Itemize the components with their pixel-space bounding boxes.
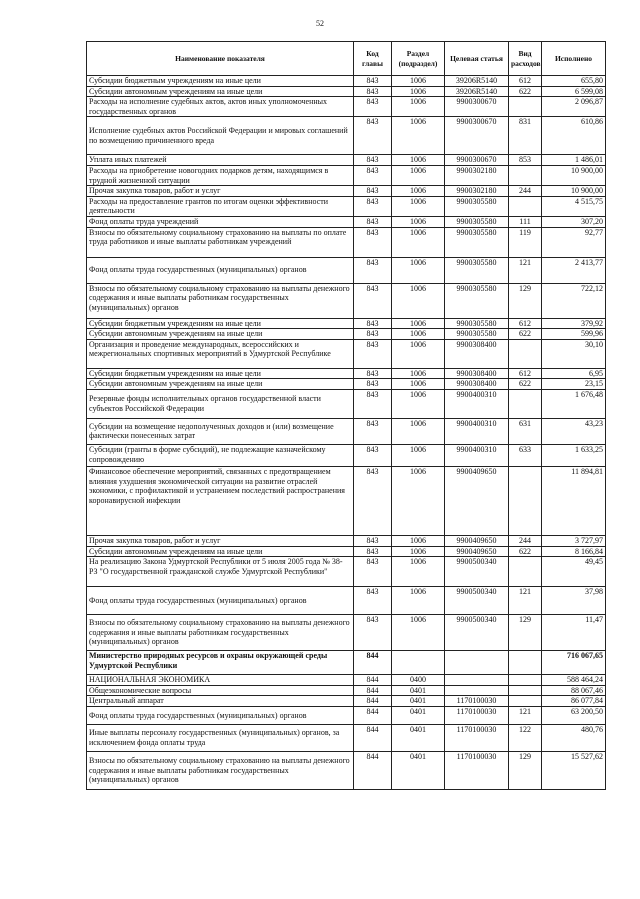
- row-section-cell: 1006: [392, 257, 445, 283]
- row-amount-cell: 599,96: [542, 329, 606, 340]
- row-expense-type-cell: [509, 466, 542, 535]
- row-section-cell: 1006: [392, 557, 445, 587]
- row-name-cell: Субсидии автономным учреждениям на иные цели: [87, 379, 354, 390]
- row-amount-cell: 379,92: [542, 318, 606, 329]
- row-chapter-cell: 843: [354, 466, 392, 535]
- row-expense-type-cell: [509, 339, 542, 368]
- row-target-cell: 9900409650: [445, 546, 509, 557]
- row-target-cell: 1170100030: [445, 706, 509, 724]
- row-amount-cell: 11,47: [542, 615, 606, 651]
- row-section-cell: 0400: [392, 675, 445, 686]
- row-section-cell: 1006: [392, 339, 445, 368]
- table-row: [87, 216, 606, 227]
- row-section-cell: 0401: [392, 685, 445, 696]
- row-expense-type-cell: [509, 696, 542, 707]
- table-row: [87, 76, 606, 87]
- row-name-cell: Субсидии (гранты в форме субсидий), не подлежащие казначейскому сопровождению: [87, 444, 354, 466]
- row-name-cell: На реализацию Закона Удмуртской Республики от 5 июля 2005 года № 38-РЗ "О государственной гражданской службе Удмуртской Республики": [87, 557, 354, 587]
- row-section-cell: 1006: [392, 186, 445, 197]
- table-row: [87, 418, 606, 444]
- row-section-cell: 1006: [392, 389, 445, 418]
- row-section-cell: 1006: [392, 379, 445, 390]
- row-amount-cell: 655,80: [542, 76, 606, 87]
- row-name-cell: Прочая закупка товаров, работ и услуг: [87, 186, 354, 197]
- row-amount-cell: 307,20: [542, 216, 606, 227]
- row-name-cell: Исполнение судебных актов Российской Федерации и мировых соглашений по возмещению причиненного вреда: [87, 117, 354, 155]
- table-row: [87, 329, 606, 340]
- header-name: Наименование показателя: [87, 42, 354, 76]
- row-amount-cell: 610,86: [542, 117, 606, 155]
- row-target-cell: 9900500340: [445, 615, 509, 651]
- row-name-cell: Взносы по обязательному социальному страхованию на выплаты денежного содержания и иные выплаты работникам государственных (муниципальных) органов: [87, 615, 354, 651]
- row-name-cell: Взносы по обязательному социальному страхованию на выплаты денежного содержания и иные выплаты работникам государственных (муниципальных) органов: [87, 751, 354, 789]
- header-expense-type: Вид расходов: [509, 42, 542, 76]
- row-chapter-cell: 844: [354, 651, 392, 675]
- row-section-cell: 1006: [392, 76, 445, 87]
- row-name-cell: Общеэкономические вопросы: [87, 685, 354, 696]
- row-chapter-cell: 843: [354, 117, 392, 155]
- row-target-cell: 1170100030: [445, 696, 509, 707]
- row-amount-cell: 1 633,25: [542, 444, 606, 466]
- table-row: [87, 283, 606, 318]
- row-expense-type-cell: [509, 675, 542, 686]
- row-expense-type-cell: 612: [509, 76, 542, 87]
- row-chapter-cell: 843: [354, 339, 392, 368]
- row-target-cell: [445, 685, 509, 696]
- row-amount-cell: 23,15: [542, 379, 606, 390]
- row-expense-type-cell: [509, 97, 542, 117]
- table-row: [87, 557, 606, 587]
- row-target-cell: 9900305580: [445, 196, 509, 216]
- table-row: [87, 186, 606, 197]
- row-expense-type-cell: 121: [509, 706, 542, 724]
- row-chapter-cell: 843: [354, 535, 392, 546]
- row-name-cell: Фонд оплаты труда государственных (муниципальных) органов: [87, 257, 354, 283]
- row-chapter-cell: 843: [354, 196, 392, 216]
- row-amount-cell: 10 900,00: [542, 165, 606, 185]
- row-section-cell: 0401: [392, 696, 445, 707]
- row-target-cell: 9900305580: [445, 318, 509, 329]
- row-amount-cell: 30,10: [542, 339, 606, 368]
- row-section-cell: 1006: [392, 546, 445, 557]
- row-target-cell: 39206R5140: [445, 76, 509, 87]
- row-expense-type-cell: [509, 165, 542, 185]
- row-amount-cell: 480,76: [542, 724, 606, 751]
- row-expense-type-cell: 129: [509, 615, 542, 651]
- row-section-cell: 1006: [392, 165, 445, 185]
- row-chapter-cell: 843: [354, 379, 392, 390]
- row-chapter-cell: 843: [354, 444, 392, 466]
- row-section-cell: [392, 651, 445, 675]
- table-row: [87, 97, 606, 117]
- row-expense-type-cell: [509, 389, 542, 418]
- row-name-cell: Прочая закупка товаров, работ и услуг: [87, 535, 354, 546]
- row-section-cell: 1006: [392, 216, 445, 227]
- row-chapter-cell: 843: [354, 318, 392, 329]
- row-amount-cell: 6 599,08: [542, 86, 606, 97]
- row-expense-type-cell: [509, 651, 542, 675]
- row-section-cell: 1006: [392, 418, 445, 444]
- row-expense-type-cell: 622: [509, 379, 542, 390]
- row-expense-type-cell: 612: [509, 368, 542, 379]
- row-expense-type-cell: [509, 196, 542, 216]
- row-name-cell: Расходы на предоставление грантов по итогам оценки эффективности деятельности: [87, 196, 354, 216]
- row-name-cell: Фонд оплаты труда государственных (муниципальных) органов: [87, 706, 354, 724]
- row-chapter-cell: 844: [354, 706, 392, 724]
- row-amount-cell: 49,45: [542, 557, 606, 587]
- row-target-cell: 9900302180: [445, 186, 509, 197]
- row-amount-cell: 588 464,24: [542, 675, 606, 686]
- table-row: [87, 389, 606, 418]
- row-expense-type-cell: 111: [509, 216, 542, 227]
- row-chapter-cell: 844: [354, 675, 392, 686]
- row-expense-type-cell: 853: [509, 155, 542, 166]
- row-amount-cell: 8 166,84: [542, 546, 606, 557]
- table-row: [87, 651, 606, 675]
- row-name-cell: Расходы на исполнение судебных актов, актов иных уполномоченных государственных органов: [87, 97, 354, 117]
- row-name-cell: Фонд оплаты труда государственных (муниципальных) органов: [87, 587, 354, 615]
- row-expense-type-cell: 244: [509, 535, 542, 546]
- header-target-article: Целевая статья: [445, 42, 509, 76]
- row-section-cell: 1006: [392, 318, 445, 329]
- row-name-cell: Субсидии бюджетным учреждениям на иные цели: [87, 368, 354, 379]
- table-row: [87, 196, 606, 216]
- table-row: [87, 685, 606, 696]
- row-section-cell: 1006: [392, 86, 445, 97]
- table-row: [87, 724, 606, 751]
- row-section-cell: 1006: [392, 155, 445, 166]
- row-amount-cell: 63 200,50: [542, 706, 606, 724]
- row-amount-cell: 86 077,84: [542, 696, 606, 707]
- row-name-cell: Субсидии на возмещение недополученных доходов и (или) возмещение фактически понесенных затрат: [87, 418, 354, 444]
- row-expense-type-cell: 129: [509, 751, 542, 789]
- row-name-cell: Субсидии автономным учреждениям на иные цели: [87, 546, 354, 557]
- row-target-cell: [445, 651, 509, 675]
- row-section-cell: 0401: [392, 724, 445, 751]
- row-target-cell: 9900305580: [445, 216, 509, 227]
- row-name-cell: Субсидии автономным учреждениям на иные цели: [87, 329, 354, 340]
- row-name-cell: Центральный аппарат: [87, 696, 354, 707]
- table-row: [87, 615, 606, 651]
- row-name-cell: Иные выплаты персоналу государственных (муниципальных) органов, за исключением фонда оплаты труда: [87, 724, 354, 751]
- row-chapter-cell: 843: [354, 216, 392, 227]
- table-row: [87, 535, 606, 546]
- table-row: [87, 379, 606, 390]
- row-expense-type-cell: 244: [509, 186, 542, 197]
- row-amount-cell: 88 067,46: [542, 685, 606, 696]
- row-name-cell: НАЦИОНАЛЬНАЯ ЭКОНОМИКА: [87, 675, 354, 686]
- row-target-cell: 39206R5140: [445, 86, 509, 97]
- row-name-cell: Министерство природных ресурсов и охраны окружающей среды Удмуртской Республики: [87, 651, 354, 675]
- page-number: 52: [316, 19, 324, 28]
- table-row: [87, 339, 606, 368]
- row-target-cell: 9900409650: [445, 466, 509, 535]
- row-section-cell: 0401: [392, 706, 445, 724]
- row-expense-type-cell: 622: [509, 86, 542, 97]
- row-amount-cell: 3 727,97: [542, 535, 606, 546]
- table-row: [87, 675, 606, 686]
- table-row: [87, 227, 606, 257]
- row-target-cell: 9900305580: [445, 329, 509, 340]
- row-chapter-cell: 843: [354, 76, 392, 87]
- row-chapter-cell: 843: [354, 368, 392, 379]
- row-chapter-cell: 843: [354, 227, 392, 257]
- budget-execution-table: [86, 41, 606, 790]
- row-chapter-cell: 843: [354, 587, 392, 615]
- row-target-cell: 9900305580: [445, 283, 509, 318]
- row-expense-type-cell: 622: [509, 329, 542, 340]
- row-amount-cell: 37,98: [542, 587, 606, 615]
- table-row: [87, 751, 606, 789]
- row-expense-type-cell: 622: [509, 546, 542, 557]
- row-section-cell: 1006: [392, 535, 445, 546]
- row-section-cell: 1006: [392, 283, 445, 318]
- row-section-cell: 1006: [392, 368, 445, 379]
- row-chapter-cell: 844: [354, 751, 392, 789]
- row-target-cell: 9900400310: [445, 444, 509, 466]
- row-target-cell: 9900300670: [445, 117, 509, 155]
- row-section-cell: 1006: [392, 444, 445, 466]
- row-amount-cell: 1 676,48: [542, 389, 606, 418]
- row-expense-type-cell: 119: [509, 227, 542, 257]
- table-row: [87, 155, 606, 166]
- row-target-cell: 1170100030: [445, 724, 509, 751]
- row-amount-cell: 2 413,77: [542, 257, 606, 283]
- row-expense-type-cell: 121: [509, 257, 542, 283]
- row-section-cell: 0401: [392, 751, 445, 789]
- row-amount-cell: 722,12: [542, 283, 606, 318]
- row-chapter-cell: 843: [354, 186, 392, 197]
- row-target-cell: 9900500340: [445, 587, 509, 615]
- row-target-cell: 9900305580: [445, 227, 509, 257]
- row-target-cell: [445, 675, 509, 686]
- row-amount-cell: 4 515,75: [542, 196, 606, 216]
- table-row: [87, 368, 606, 379]
- row-chapter-cell: 843: [354, 418, 392, 444]
- row-chapter-cell: 843: [354, 155, 392, 166]
- row-section-cell: 1006: [392, 97, 445, 117]
- row-section-cell: 1006: [392, 329, 445, 340]
- row-section-cell: 1006: [392, 615, 445, 651]
- row-expense-type-cell: 121: [509, 587, 542, 615]
- row-chapter-cell: 844: [354, 696, 392, 707]
- row-target-cell: 1170100030: [445, 751, 509, 789]
- row-chapter-cell: 843: [354, 165, 392, 185]
- row-name-cell: Организация и проведение международных, всероссийских и межрегиональных спортивных мероприятий в Удмуртской Республике: [87, 339, 354, 368]
- row-name-cell: Расходы на приобретение новогодних подарков детям, находящимся в трудной жизненной ситуации: [87, 165, 354, 185]
- table-row: [87, 117, 606, 155]
- row-target-cell: 9900400310: [445, 418, 509, 444]
- row-chapter-cell: 843: [354, 546, 392, 557]
- row-name-cell: Уплата иных платежей: [87, 155, 354, 166]
- row-section-cell: 1006: [392, 587, 445, 615]
- row-name-cell: Фонд оплаты труда учреждений: [87, 216, 354, 227]
- row-chapter-cell: 843: [354, 615, 392, 651]
- row-expense-type-cell: 633: [509, 444, 542, 466]
- row-name-cell: Финансовое обеспечение мероприятий, связанных с предотвращением влияния ухудшения экономической ситуации на развитие отраслей экономики, с профилактикой и устранением последствий распространения коронавирусной инфекции: [87, 466, 354, 535]
- row-amount-cell: 92,77: [542, 227, 606, 257]
- header-section: Раздел (подраздел): [392, 42, 445, 76]
- row-chapter-cell: 843: [354, 389, 392, 418]
- row-chapter-cell: 843: [354, 86, 392, 97]
- header-executed: Исполнено: [542, 42, 606, 76]
- row-chapter-cell: 844: [354, 724, 392, 751]
- table-row: [87, 257, 606, 283]
- row-expense-type-cell: 831: [509, 117, 542, 155]
- row-expense-type-cell: 612: [509, 318, 542, 329]
- table-header-row: [87, 42, 606, 76]
- row-target-cell: 9900302180: [445, 165, 509, 185]
- table-row: [87, 587, 606, 615]
- row-target-cell: 9900300670: [445, 155, 509, 166]
- row-section-cell: 1006: [392, 466, 445, 535]
- row-chapter-cell: 844: [354, 685, 392, 696]
- row-name-cell: Взносы по обязательному социальному страхованию на выплаты по оплате труда работников и иные выплаты работникам учреждений: [87, 227, 354, 257]
- row-chapter-cell: 843: [354, 257, 392, 283]
- row-target-cell: 9900400310: [445, 389, 509, 418]
- row-target-cell: 9900305580: [445, 257, 509, 283]
- row-amount-cell: 2 096,87: [542, 97, 606, 117]
- row-expense-type-cell: [509, 685, 542, 696]
- row-chapter-cell: 843: [354, 97, 392, 117]
- table-row: [87, 165, 606, 185]
- table-row: [87, 466, 606, 535]
- table-row: [87, 318, 606, 329]
- table-row: [87, 86, 606, 97]
- header-chapter-code: Код главы: [354, 42, 392, 76]
- row-amount-cell: 43,23: [542, 418, 606, 444]
- row-amount-cell: 15 527,62: [542, 751, 606, 789]
- row-chapter-cell: 843: [354, 283, 392, 318]
- row-name-cell: Резервные фонды исполнительных органов государственной власти субъектов Российской Федерации: [87, 389, 354, 418]
- row-section-cell: 1006: [392, 227, 445, 257]
- row-expense-type-cell: 122: [509, 724, 542, 751]
- row-section-cell: 1006: [392, 117, 445, 155]
- row-chapter-cell: 843: [354, 557, 392, 587]
- row-target-cell: 9900308400: [445, 368, 509, 379]
- table-row: [87, 706, 606, 724]
- row-expense-type-cell: [509, 557, 542, 587]
- row-target-cell: 9900500340: [445, 557, 509, 587]
- row-target-cell: 9900409650: [445, 535, 509, 546]
- row-section-cell: 1006: [392, 196, 445, 216]
- row-amount-cell: 1 486,01: [542, 155, 606, 166]
- row-amount-cell: 716 067,65: [542, 651, 606, 675]
- row-target-cell: 9900308400: [445, 339, 509, 368]
- table-row: [87, 546, 606, 557]
- row-name-cell: Субсидии бюджетным учреждениям на иные цели: [87, 318, 354, 329]
- row-chapter-cell: 843: [354, 329, 392, 340]
- row-amount-cell: 6,95: [542, 368, 606, 379]
- row-expense-type-cell: 129: [509, 283, 542, 318]
- table-row: [87, 444, 606, 466]
- row-name-cell: Субсидии бюджетным учреждениям на иные цели: [87, 76, 354, 87]
- row-name-cell: Субсидии автономным учреждениям на иные цели: [87, 86, 354, 97]
- row-amount-cell: 10 900,00: [542, 186, 606, 197]
- row-amount-cell: 11 894,81: [542, 466, 606, 535]
- table-row: [87, 696, 606, 707]
- row-target-cell: 9900308400: [445, 379, 509, 390]
- row-expense-type-cell: 631: [509, 418, 542, 444]
- row-target-cell: 9900300670: [445, 97, 509, 117]
- row-name-cell: Взносы по обязательному социальному страхованию на выплаты денежного содержания и иные выплаты работникам государственных (муниципальных) органов: [87, 283, 354, 318]
